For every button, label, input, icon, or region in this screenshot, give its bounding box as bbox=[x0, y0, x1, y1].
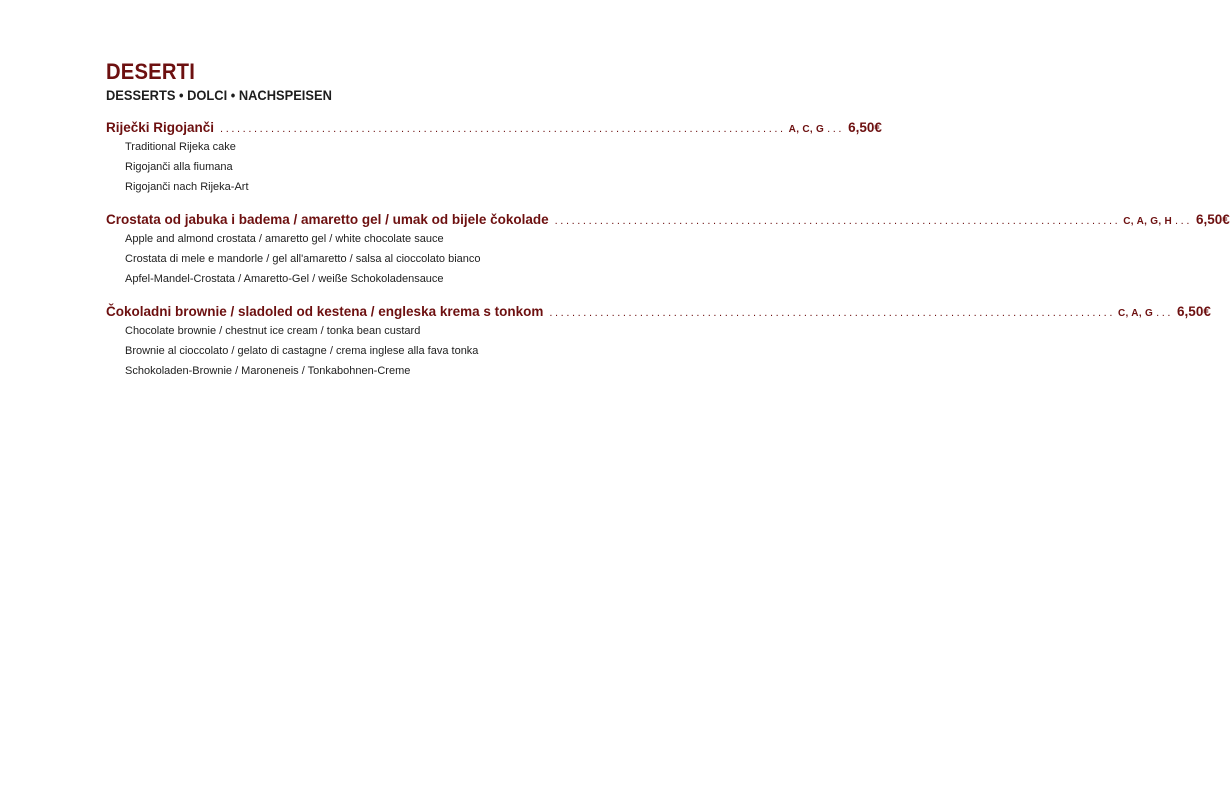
item-price: 6,50€ bbox=[1195, 212, 1230, 227]
item-description-de: Schokoladen-Brownie / Maroneneis / Tonkabohnen-Creme bbox=[125, 365, 411, 377]
item-name: Čokoladni brownie / sladoled od kestena / engleska krema s tonkom bbox=[106, 304, 544, 319]
menu-page bbox=[106, 58, 1230, 395]
item-description-en: Traditional Rijeka cake bbox=[125, 141, 236, 153]
item-description-it: Crostata di mele e mandorle / gel all'amaretto / salsa al cioccolato bianco bbox=[125, 253, 481, 265]
dot-leader: ... bbox=[1175, 215, 1192, 227]
item-price: 6,50€ bbox=[1177, 304, 1211, 319]
dot-leader: .................................................................................................... bbox=[549, 307, 1115, 319]
menu-item bbox=[106, 211, 1230, 289]
item-description-en: Apple and almond crostata / amaretto gel / white chocolate sauce bbox=[125, 233, 444, 245]
item-description-de: Apfel-Mandel-Crostata / Amaretto-Gel / weiße Schokoladensauce bbox=[125, 273, 444, 285]
menu-item-header bbox=[106, 119, 882, 137]
item-description-it: Brownie al cioccolato / gelato di castagne / crema inglese alla fava tonka bbox=[125, 345, 479, 357]
page-title: DESERTI bbox=[106, 59, 196, 84]
item-allergens: C, A, G, H bbox=[1123, 216, 1173, 227]
menu-item bbox=[106, 303, 1211, 381]
menu-item bbox=[106, 119, 882, 197]
item-price: 6,50€ bbox=[848, 120, 882, 135]
item-name: Riječki Rigojanči bbox=[106, 120, 215, 135]
item-description-de: Rigojanči nach Rijeka-Art bbox=[125, 181, 249, 193]
item-allergens: A, C, G bbox=[788, 124, 825, 135]
menu-item-header bbox=[106, 211, 1230, 229]
item-name: Crostata od jabuka i badema / amaretto gel / umak od bijele čokolade bbox=[106, 212, 549, 227]
item-description-it: Rigojanči alla fiumana bbox=[125, 161, 233, 173]
dot-leader: .................................................................................................... bbox=[554, 215, 1121, 227]
menu-items bbox=[106, 119, 1230, 381]
dot-leader: ... bbox=[1156, 307, 1174, 319]
dot-leader: .................................................................................................... bbox=[220, 123, 786, 135]
menu-item-header bbox=[106, 303, 1211, 321]
page-subtitle: DESSERTS • DOLCI • NACHSPEISEN bbox=[106, 87, 332, 103]
item-allergens: C, A, G bbox=[1118, 308, 1154, 319]
item-description-en: Chocolate brownie / chestnut ice cream / tonka bean custard bbox=[125, 325, 421, 337]
dot-leader: ... bbox=[827, 123, 845, 135]
